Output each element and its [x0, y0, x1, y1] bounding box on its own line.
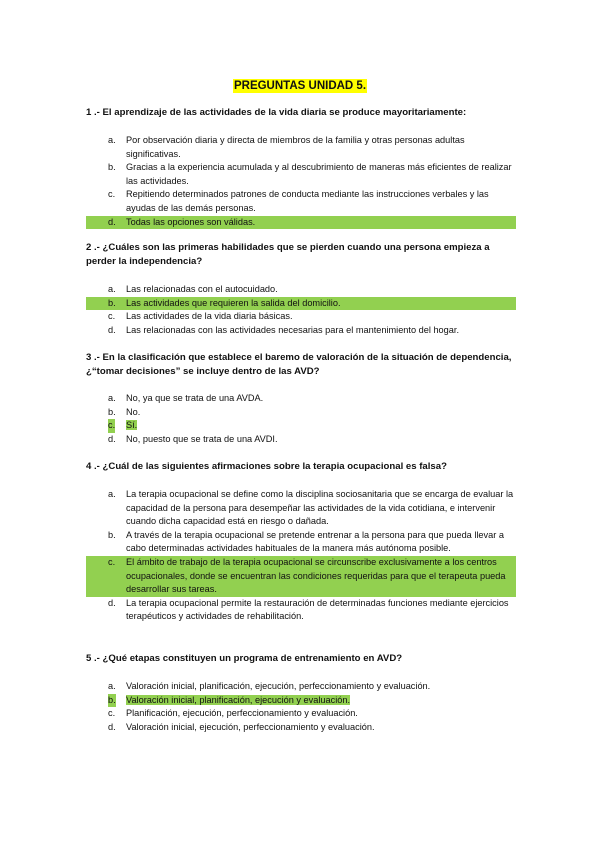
option-5b-correct — [86, 694, 516, 708]
option-text: Valoración inicial, planificación, ejecución y evaluación. — [126, 694, 351, 705]
option-letter: a. — [108, 284, 116, 294]
option-5a — [86, 680, 516, 694]
option-3b — [86, 406, 516, 420]
option-letter: a. — [108, 489, 116, 499]
option-letter: d. — [108, 597, 116, 608]
option-text: A través de la terapia ocupacional se pretende entrenar a la persona para que pueda llevar a cabo determinadas actividades habituales de la manera más autónoma posible. — [126, 529, 504, 554]
option-letter: b. — [108, 297, 116, 308]
option-letter: c. — [108, 189, 116, 200]
option-text: El ámbito de trabajo de la terapia ocupacional se circunscribe exclusivamente a los centros ocupacionales, donde se encuentran las condiciones requeridas para que el terapeuta pueda desarrollar sus tareas. — [126, 556, 506, 595]
option-3d — [86, 433, 516, 447]
option-2d — [86, 324, 516, 338]
question-5-stem: 5 .- ¿Qué etapas constituyen un programa de entrenamiento en AVD? — [86, 653, 403, 664]
option-4a — [86, 488, 516, 529]
option-4c-correct — [86, 556, 516, 597]
option-text: Gracias a la experiencia acumulada y al descubrimiento de maneras más eficientes de realizar las actividades. — [126, 162, 512, 186]
option-text: Todas las opciones son válidas. — [126, 216, 256, 227]
question-4-options — [86, 488, 516, 624]
option-4d — [86, 597, 516, 624]
option-2b-correct — [86, 297, 516, 311]
option-5d — [86, 721, 516, 735]
option-text: Las relacionadas con las actividades necesarias para el mantenimiento del hogar. — [126, 324, 459, 335]
option-letter: c. — [108, 708, 116, 719]
option-letter: d. — [108, 216, 116, 227]
question-4-stem: 4 .- ¿Cuál de las siguientes afirmaciones sobre la terapia ocupacional es falsa? — [86, 461, 447, 472]
question-1-stem: 1 .- El aprendizaje de las actividades de la vida diaria se produce mayoritariamente: — [86, 107, 467, 118]
option-text: Valoración inicial, ejecución, perfeccionamiento y evaluación. — [126, 721, 375, 732]
question-3-stem: 3 .- En la clasificación que establece el baremo de valoración de la situación de dependencia, ¿“tomar decisiones” se incluye dentro de las AVD? — [86, 352, 512, 377]
option-text: Por observación diaria y directa de miembros de la familia y otras personas adultas significativas. — [126, 135, 465, 159]
option-letter: d. — [108, 324, 116, 335]
option-text: Sí. — [126, 420, 138, 431]
option-1b — [86, 161, 516, 188]
option-text: Las actividades de la vida diaria básicas. — [126, 311, 293, 322]
question-3-options — [86, 392, 516, 446]
option-text: No, puesto que se trata de una AVDI. — [126, 433, 278, 444]
option-4b — [86, 529, 516, 556]
option-3a — [86, 392, 516, 406]
option-letter: d. — [108, 433, 116, 444]
option-3c-correct — [86, 419, 516, 433]
option-letter: a. — [108, 681, 116, 691]
option-text: La terapia ocupacional permite la restauración de determinadas funciones mediante ejercicios terapéuticos y actividades de rehabilitación. — [126, 597, 509, 622]
option-1d-correct — [86, 216, 516, 230]
option-text: Las actividades que requieren la salida del domicilio. — [126, 297, 341, 308]
page-title-text: PREGUNTAS UNIDAD 5. — [233, 80, 367, 92]
option-letter: b. — [108, 529, 116, 540]
option-text: No, ya que se trata de una AVDA. — [126, 393, 264, 403]
option-2c — [86, 310, 516, 324]
option-1c — [86, 188, 516, 215]
question-1-options — [86, 134, 516, 229]
option-2a — [86, 283, 516, 297]
option-letter: b. — [108, 162, 116, 173]
option-letter: b. — [108, 406, 116, 417]
option-text: Planificación, ejecución, perfeccionamiento y evaluación. — [126, 708, 358, 719]
option-letter: c. — [108, 311, 116, 322]
option-letter: a. — [108, 393, 116, 403]
option-letter: b. — [108, 694, 116, 708]
option-letter: a. — [108, 135, 116, 145]
page-title — [0, 76, 600, 94]
option-5c — [86, 707, 516, 721]
option-1a — [86, 134, 516, 161]
question-2-options — [86, 283, 516, 337]
question-5-options — [86, 680, 516, 734]
option-text: La terapia ocupacional se define como la disciplina sociosanitaria que se encarga de evaluar la capacidad de la persona para desempeñar las actividades de la vida cotidiana, e intervenir cuando dicha capacidad está en riesgo o dañada. — [126, 489, 514, 527]
option-text: No. — [126, 406, 141, 417]
question-2-stem: 2 .- ¿Cuáles son las primeras habilidades que se pierden cuando una persona empieza a perder la independencia? — [86, 242, 490, 267]
option-letter: d. — [108, 721, 116, 732]
option-letter: c. — [108, 419, 115, 433]
option-text: Valoración inicial, planificación, ejecución, perfeccionamiento y evaluación. — [126, 681, 431, 691]
option-text: Repitiendo determinados patrones de conducta mediante las instrucciones verbales y las ayudas de las demás personas. — [126, 189, 489, 213]
option-text: Las relacionadas con el autocuidado. — [126, 284, 278, 294]
option-letter: c. — [108, 556, 116, 567]
